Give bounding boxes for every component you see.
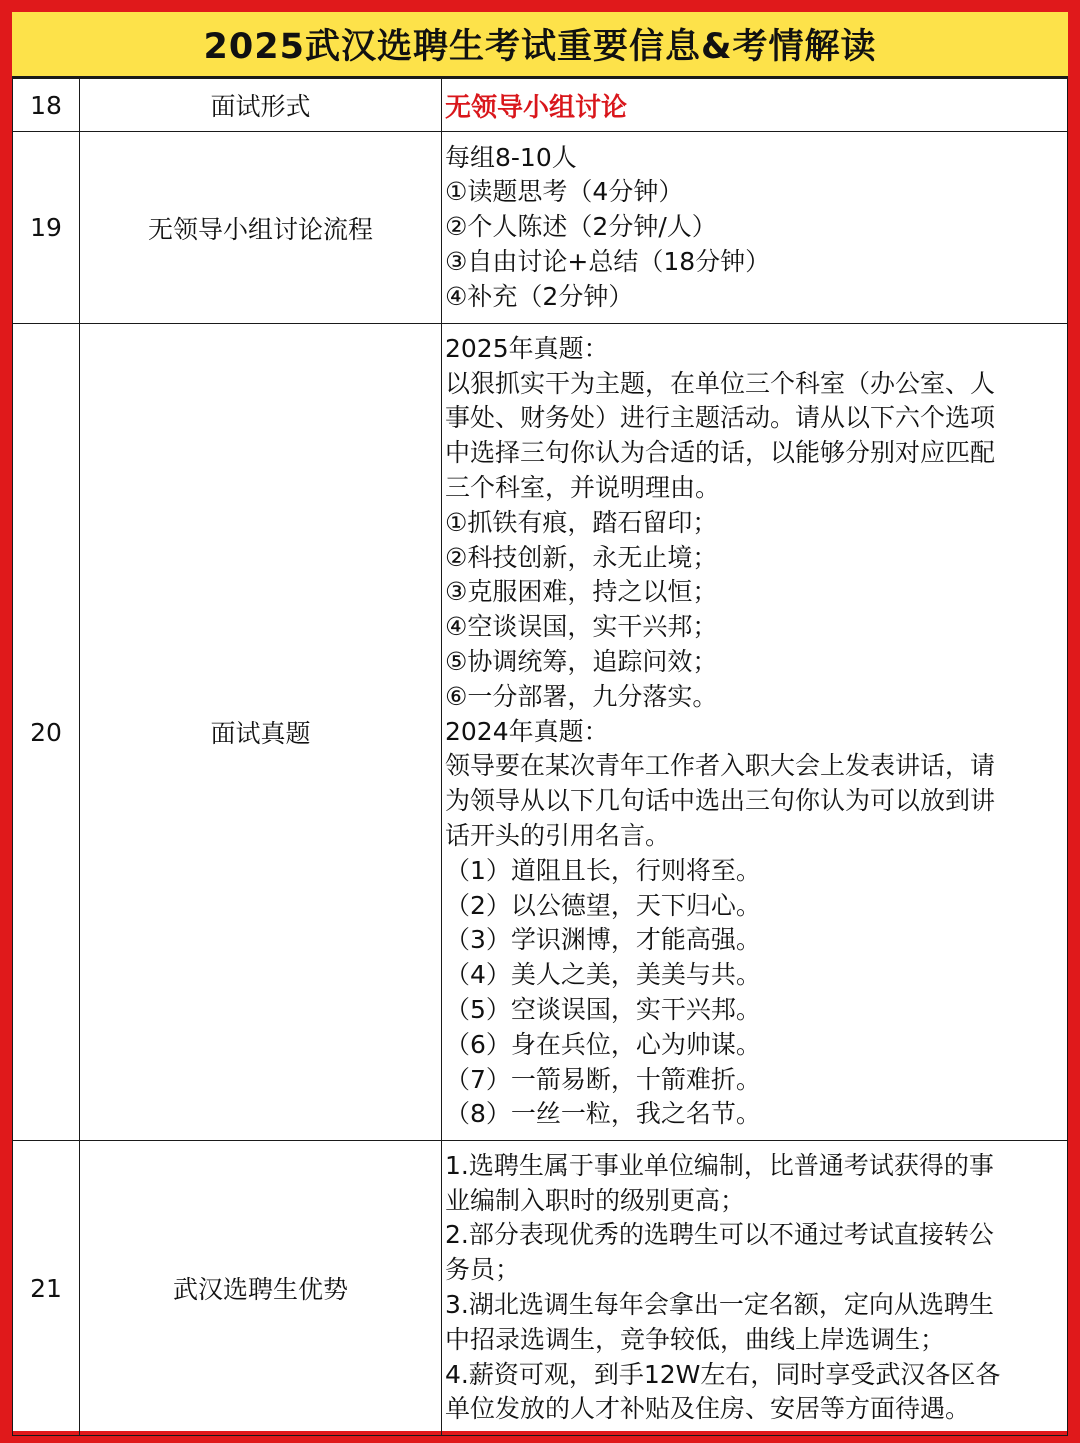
content-line: ③自由讨论+总结（18分钟） <box>445 246 771 276</box>
content-line: 每组8-10人 <box>445 142 577 172</box>
content-line: 3.湖北选调生每年会拿出一定名额，定向从选聘生 <box>445 1290 994 1319</box>
table-row <box>13 1141 1068 1436</box>
content-line: ②个人陈述（2分钟/人） <box>445 212 717 242</box>
content-line: 中招录选调生，竞争较低，曲线上岸选调生； <box>445 1324 946 1354</box>
row-topic: 无领导小组讨论流程 <box>80 132 442 324</box>
content-line: 2.部分表现优秀的选聘生可以不通过考试直接转公 <box>445 1220 994 1250</box>
table-row <box>13 324 1068 1141</box>
content-line: 业编制入职时的级别更高； <box>445 1185 746 1215</box>
info-table <box>12 78 1068 1436</box>
content-line: ④补充（2分钟） <box>445 281 634 311</box>
table-row <box>13 132 1068 324</box>
content-line: ③克服困难，持之以恒； <box>445 577 718 607</box>
content-line: 话开头的引用名言。 <box>445 820 671 850</box>
content-line: （1）道阻且长，行则将至。 <box>445 855 761 885</box>
row-content <box>442 1141 1068 1436</box>
content-line: （4）美人之美，美美与共。 <box>445 960 761 990</box>
row-number: 21 <box>13 1141 80 1436</box>
content-line: （5）空谈误国，实干兴邦。 <box>445 994 761 1024</box>
table-row <box>13 79 1068 132</box>
content-line: 4.薪资可观，到手12W左右，同时享受武汉各区各 <box>445 1359 1001 1389</box>
info-sheet <box>12 12 1068 1431</box>
content-line: （3）学识渊博，才能高强。 <box>445 925 761 955</box>
content-line: ②科技创新，永无止境； <box>445 542 718 572</box>
content-line: ⑥一分部署，九分落实。 <box>445 681 718 711</box>
content-line: ⑤协调统筹，追踪问效； <box>445 647 718 676</box>
content-line: 事处、财务处）进行主题活动。请从以下六个选项 <box>445 403 996 433</box>
row-content <box>442 132 1068 324</box>
content-line: ④空谈误国，实干兴邦； <box>445 612 718 642</box>
row-number: 18 <box>13 79 80 132</box>
content-line: 中选择三句你认为合适的话，以能够分别对应匹配 <box>445 438 996 468</box>
content-line: 2025年真题： <box>445 333 609 363</box>
content-line: 单位发放的人才补贴及住房、安居等方面待遇。 <box>445 1394 971 1424</box>
content-line: ①读题思考（4分钟） <box>445 177 684 207</box>
row-topic: 面试真题 <box>80 324 442 1141</box>
content-line: 以狠抓实干为主题，在单位三个科室（办公室、人 <box>445 368 996 398</box>
row-number: 20 <box>13 324 80 1141</box>
row-highlight: 无领导小组讨论 <box>442 79 1068 132</box>
row-topic: 面试形式 <box>80 79 442 132</box>
content-line: 2024年真题： <box>445 716 609 746</box>
content-line: 务员； <box>445 1255 521 1285</box>
content-line: （7）一箭易断，十箭难折。 <box>445 1064 761 1094</box>
content-line: 1.选聘生属于事业单位编制，比普通考试获得的事 <box>445 1150 994 1180</box>
content-line: 领导要在某次青年工作者入职大会上发表讲话，请 <box>445 751 996 781</box>
row-number: 19 <box>13 132 80 324</box>
content-line: 三个科室，并说明理由。 <box>445 473 721 503</box>
content-line: （6）身在兵位，心为帅谋。 <box>445 1029 761 1059</box>
content-line: （2）以公德望，天下归心。 <box>445 890 761 920</box>
content-line: ①抓铁有痕，踏石留印； <box>445 507 718 537</box>
row-content <box>442 324 1068 1141</box>
row-topic: 武汉选聘生优势 <box>80 1141 442 1436</box>
page-title: 2025武汉选聘生考试重要信息&考情解读 <box>12 12 1068 78</box>
content-line: （8）一丝一粒，我之名节。 <box>445 1099 761 1129</box>
content-line: 为领导从以下几句话中选出三句你认为可以放到讲 <box>445 786 996 816</box>
